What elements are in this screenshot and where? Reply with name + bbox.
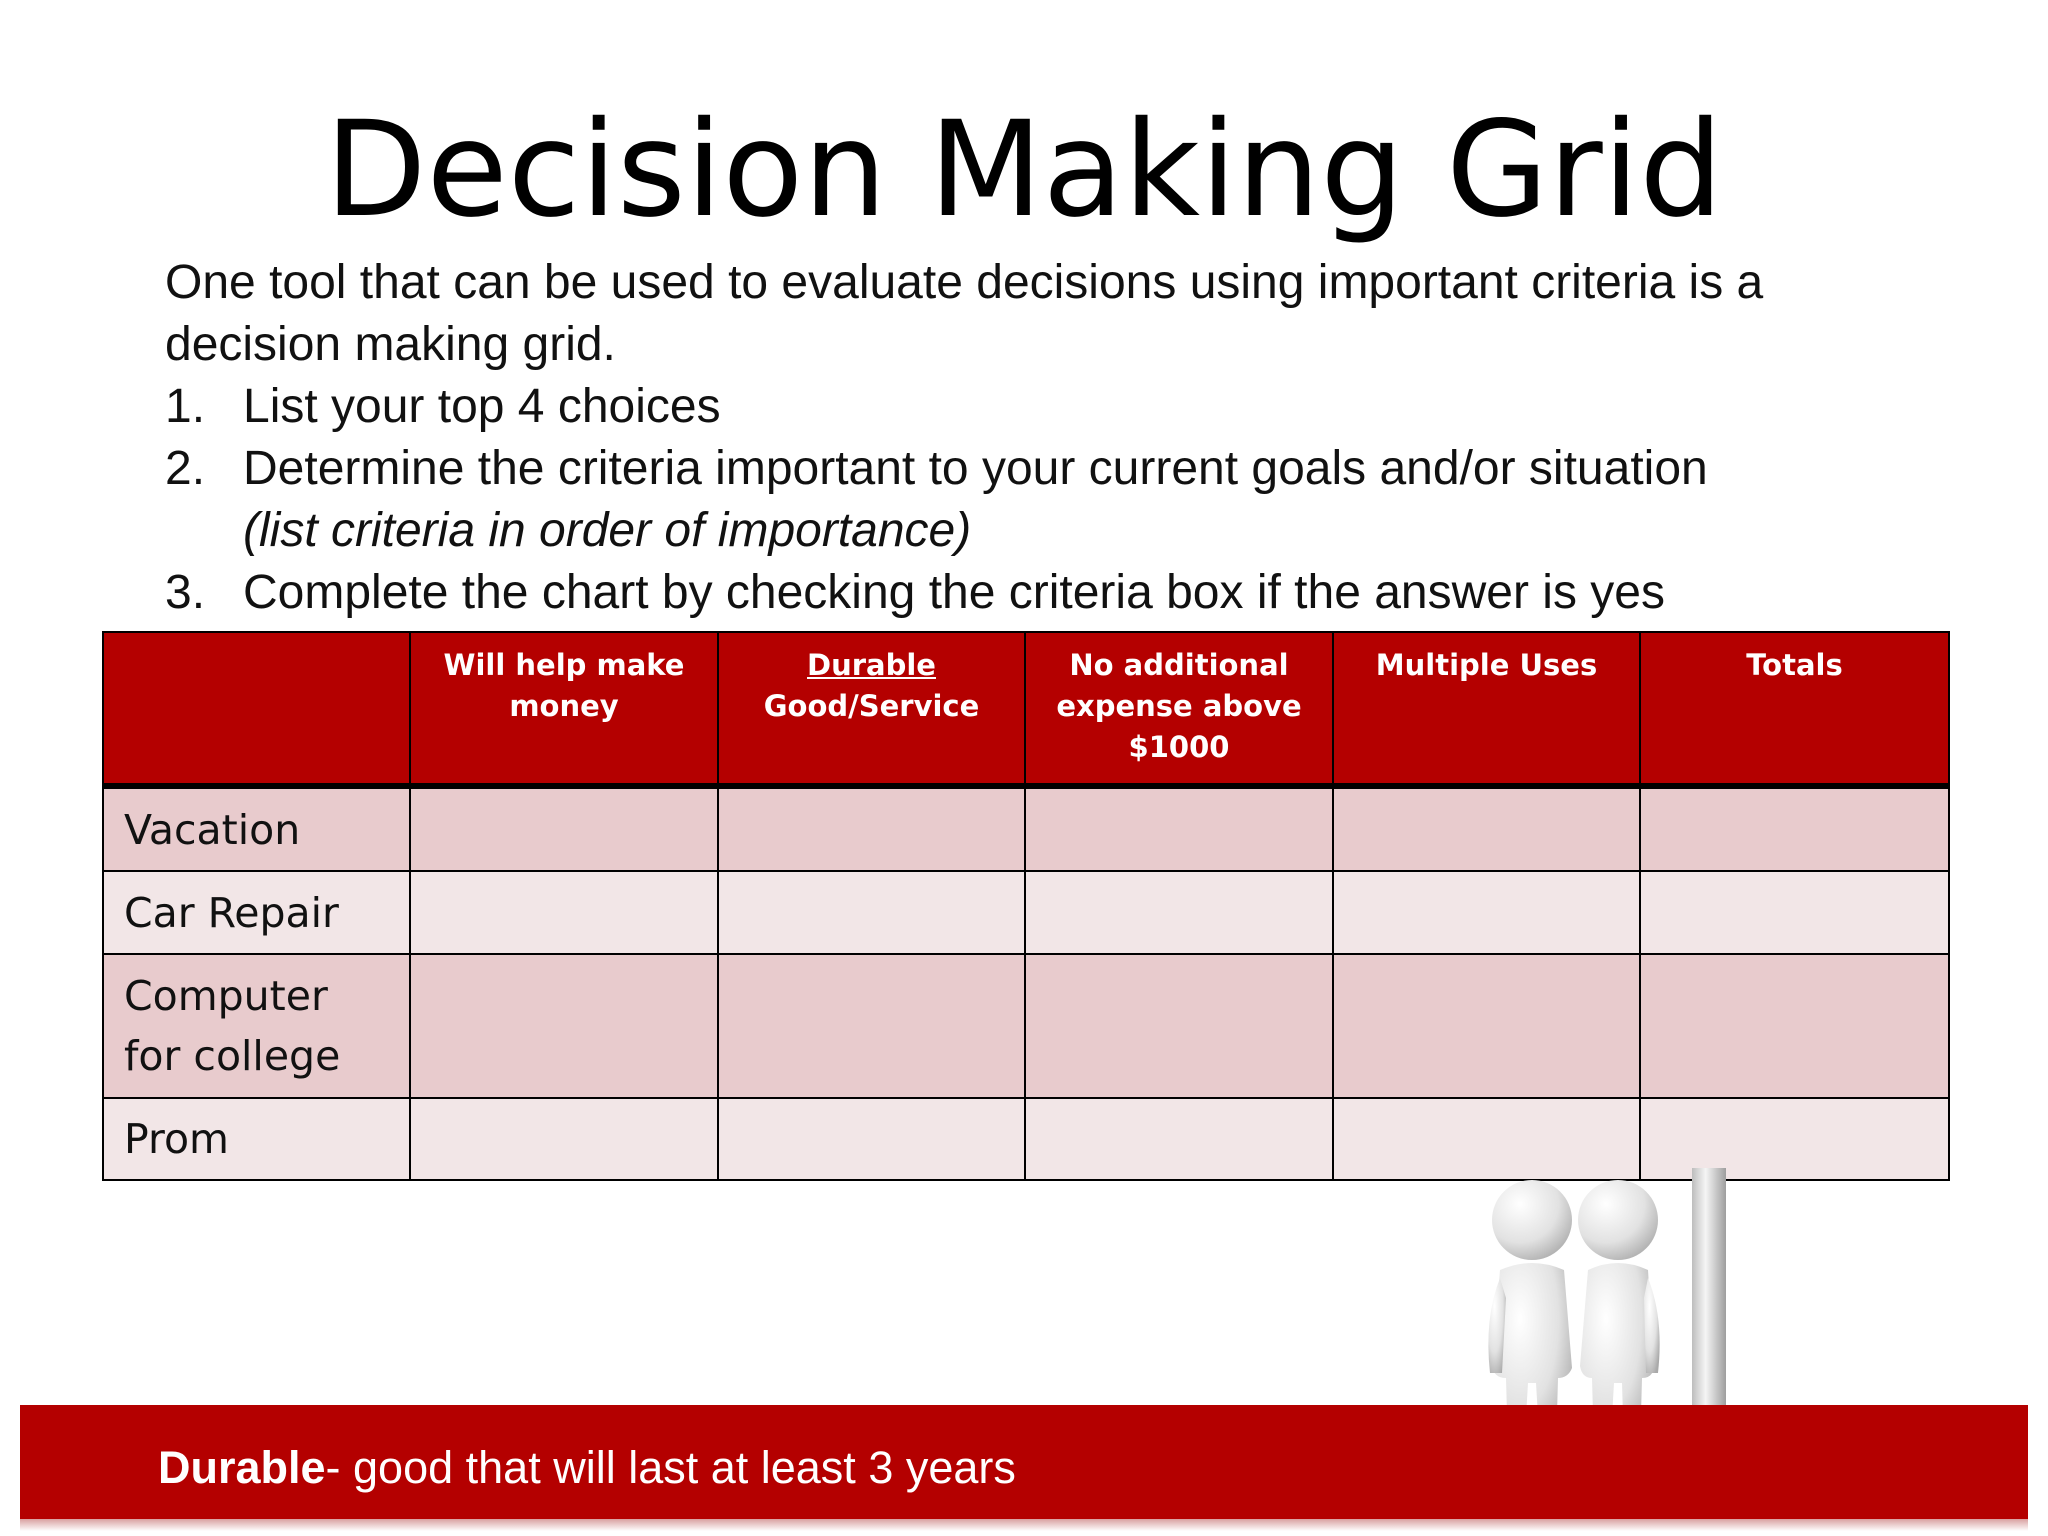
grid-cell[interactable] — [410, 786, 718, 871]
grid-cell[interactable] — [1640, 871, 1949, 954]
step-note: (list criteria in order of importance) — [243, 504, 972, 557]
grid-cell[interactable] — [1333, 954, 1640, 1098]
grid-cell[interactable] — [410, 1098, 718, 1180]
grid-cell[interactable] — [1333, 871, 1640, 954]
step-number: 2. — [165, 442, 206, 495]
header-will-help-make-money: Will help make money — [410, 632, 718, 786]
grid-cell[interactable] — [1025, 786, 1333, 871]
header-durable-term: Durable — [807, 648, 936, 682]
grid-cell[interactable] — [1025, 1098, 1333, 1180]
step-item — [165, 376, 1885, 438]
step-text: List your top 4 choices — [243, 380, 721, 433]
step-number: 3. — [165, 566, 206, 619]
intro-text: One tool that can be used to evaluate decisions using important criteria is a decision making grid. — [165, 256, 1764, 371]
header-row — [103, 632, 1949, 786]
footer-term: Durable — [158, 1442, 326, 1493]
step-item — [165, 562, 1885, 624]
header-totals: Totals — [1640, 632, 1949, 786]
grid-cell[interactable] — [718, 954, 1025, 1098]
step-number: 1. — [165, 380, 206, 433]
decision-grid — [102, 631, 1950, 1181]
row-label: Vacation — [103, 786, 410, 871]
step-text: Determine the criteria important to your current goals and/or situation — [243, 442, 1708, 495]
row-label: Computer for college — [103, 954, 410, 1098]
grid-cell[interactable] — [1025, 871, 1333, 954]
grid-cell[interactable] — [1640, 954, 1949, 1098]
table-row — [103, 954, 1949, 1098]
step-item — [165, 438, 1885, 562]
table-row — [103, 786, 1949, 871]
header-corner — [103, 632, 410, 786]
table-row — [103, 871, 1949, 954]
grid-cell[interactable] — [1025, 954, 1333, 1098]
row-label: Car Repair — [103, 871, 410, 954]
step-text: Complete the chart by checking the criteria box if the answer is yes — [243, 566, 1665, 619]
grid-cell[interactable] — [718, 786, 1025, 871]
footer-shadow — [20, 1519, 2028, 1531]
footer-definition — [158, 1440, 1016, 1496]
header-no-additional-expense: No additional expense above $1000 — [1025, 632, 1333, 786]
header-durable-rest: Good/Service — [763, 689, 980, 723]
grid-cell[interactable] — [718, 871, 1025, 954]
grid-cell[interactable] — [410, 954, 718, 1098]
grid-cell[interactable] — [718, 1098, 1025, 1180]
steps-list — [165, 376, 1885, 624]
grid-cell[interactable] — [410, 871, 718, 954]
header-durable — [718, 632, 1025, 786]
header-multiple-uses: Multiple Uses — [1333, 632, 1640, 786]
slide-title: Decision Making Grid — [324, 93, 1724, 247]
grid-cell[interactable] — [1333, 786, 1640, 871]
footer-definition-text: - good that will last at least 3 years — [325, 1442, 1016, 1493]
row-label: Prom — [103, 1098, 410, 1180]
grid-cell[interactable] — [1640, 786, 1949, 871]
